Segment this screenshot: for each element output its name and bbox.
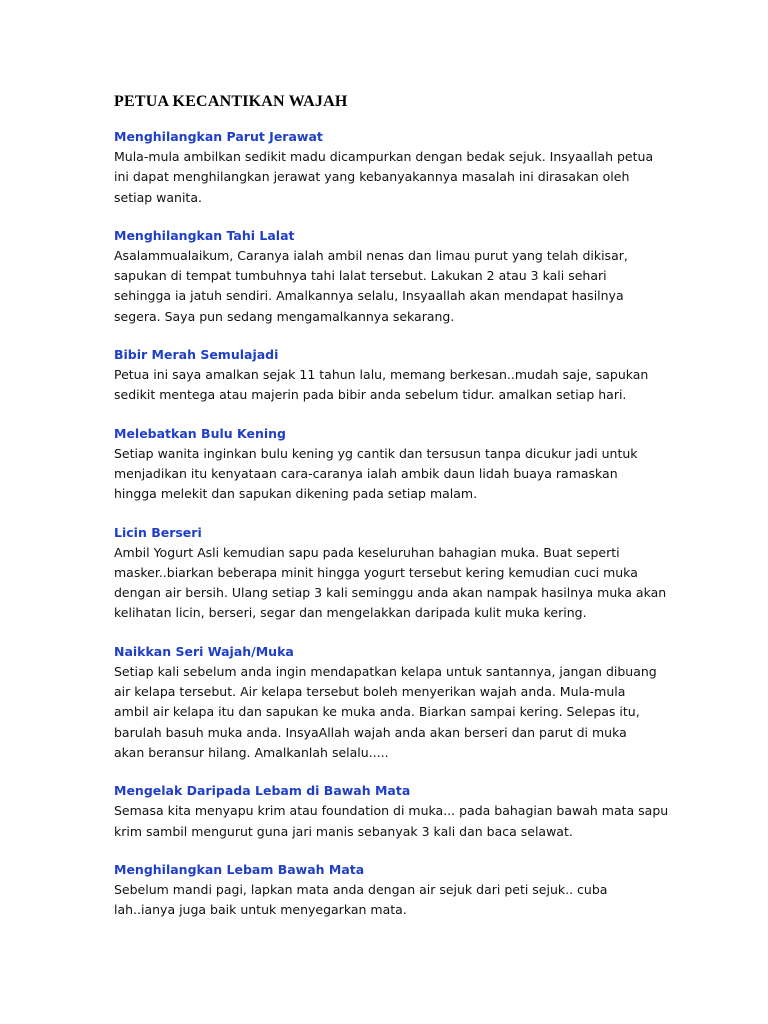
tip-heading: Melebatkan Bulu Kening xyxy=(114,425,286,441)
tip-body: Petua ini saya amalkan sejak 11 tahun lalu, memang berkesan..mudah saje, sapukan sedikit mentega atau majerin pada bibir anda sebelum tidur. amalkan setiap hari. xyxy=(114,367,649,403)
tip-heading: Naikkan Seri Wajah/Muka xyxy=(114,643,294,659)
tip-heading: Menghilangkan Lebam Bawah Mata xyxy=(114,861,365,877)
tip-section xyxy=(114,642,674,763)
tip-heading: Menghilangkan Parut Jerawat xyxy=(114,129,323,144)
tip-body: Ambil Yogurt Asli kemudian sapu pada keseluruhan bahagian muka. Buat seperti masker..biarkan beberapa minit hingga yogurt tersebut kering kemudian cuci muka dengan air bersih. Ulang setiap 3 kali seminggu anda akan nampak hasilnya muka akan kelihatan licin, berseri, segar dan mengelakkan daripada kulit muka kering. xyxy=(114,544,667,621)
tip-body: Mula-mula ambilkan sedikit madu dicampurkan dengan bedak sejuk. Insyaallah petua ini dapat menghilangkan jerawat yang kebanyakannya masalah ini dirasakan oleh setiap wanita. xyxy=(114,149,654,205)
tip-heading: Bibir Merah Semulajadi xyxy=(114,347,279,363)
tip-heading: Licin Berseri xyxy=(114,524,202,540)
tip-body: Setiap kali sebelum anda ingin mendapatkan kelapa untuk santannya, jangan dibuang air kelapa tersebut. Air kelapa tersebut boleh menyerikan wajah anda. Mula-mula ambil air kelapa itu dan sapukan ke muka anda. Biarkan sampai kering. Selepas itu, barulah basuh muka anda. InsyaAllah wajah anda akan berseri dan parut di muka akan beransur hilang. Amalkanlah selalu..... xyxy=(114,663,657,760)
document-page xyxy=(114,92,674,938)
tip-body: Setiap wanita inginkan bulu kening yg cantik dan tersusun tanpa dicukur jadi untuk menjadikan itu kenyataan cara-caranya ialah ambik daun lidah buaya ramaskan hingga melekit dan sapukan dikening pada setiap malam. xyxy=(114,445,638,502)
tip-section xyxy=(114,424,674,505)
tip-section xyxy=(114,226,674,327)
tip-body: Asalammualaikum, Caranya ialah ambil nenas dan limau purut yang telah dikisar, sapukan di tempat tumbuhnya tahi lalat tersebut. Lakukan 2 atau 3 kali sehari sehingga ia jatuh sendiri. Amalkannya selalu, Insyaallah akan mendapat hasilnya segera. Saya pun sedang mengamalkannya sekarang. xyxy=(114,247,628,324)
tip-section xyxy=(114,127,674,208)
tip-heading: Mengelak Daripada Lebam di Bawah Mata xyxy=(114,783,411,799)
tip-section xyxy=(114,781,674,842)
tip-body: Semasa kita menyapu krim atau foundation di muka... pada bahagian bawah mata sapu krim sambil mengurut guna jari manis sebanyak 3 kali dan baca selawat. xyxy=(114,803,669,839)
tip-section xyxy=(114,523,674,624)
tip-section xyxy=(114,345,674,406)
tip-heading: Menghilangkan Tahi Lalat xyxy=(114,227,295,243)
document-title: PETUA KECANTIKAN WAJAH xyxy=(114,93,348,110)
tip-body: Sebelum mandi pagi, lapkan mata anda dengan air sejuk dari peti sejuk.. cuba lah..ianya juga baik untuk menyegarkan mata. xyxy=(114,881,608,918)
tip-section xyxy=(114,860,674,921)
